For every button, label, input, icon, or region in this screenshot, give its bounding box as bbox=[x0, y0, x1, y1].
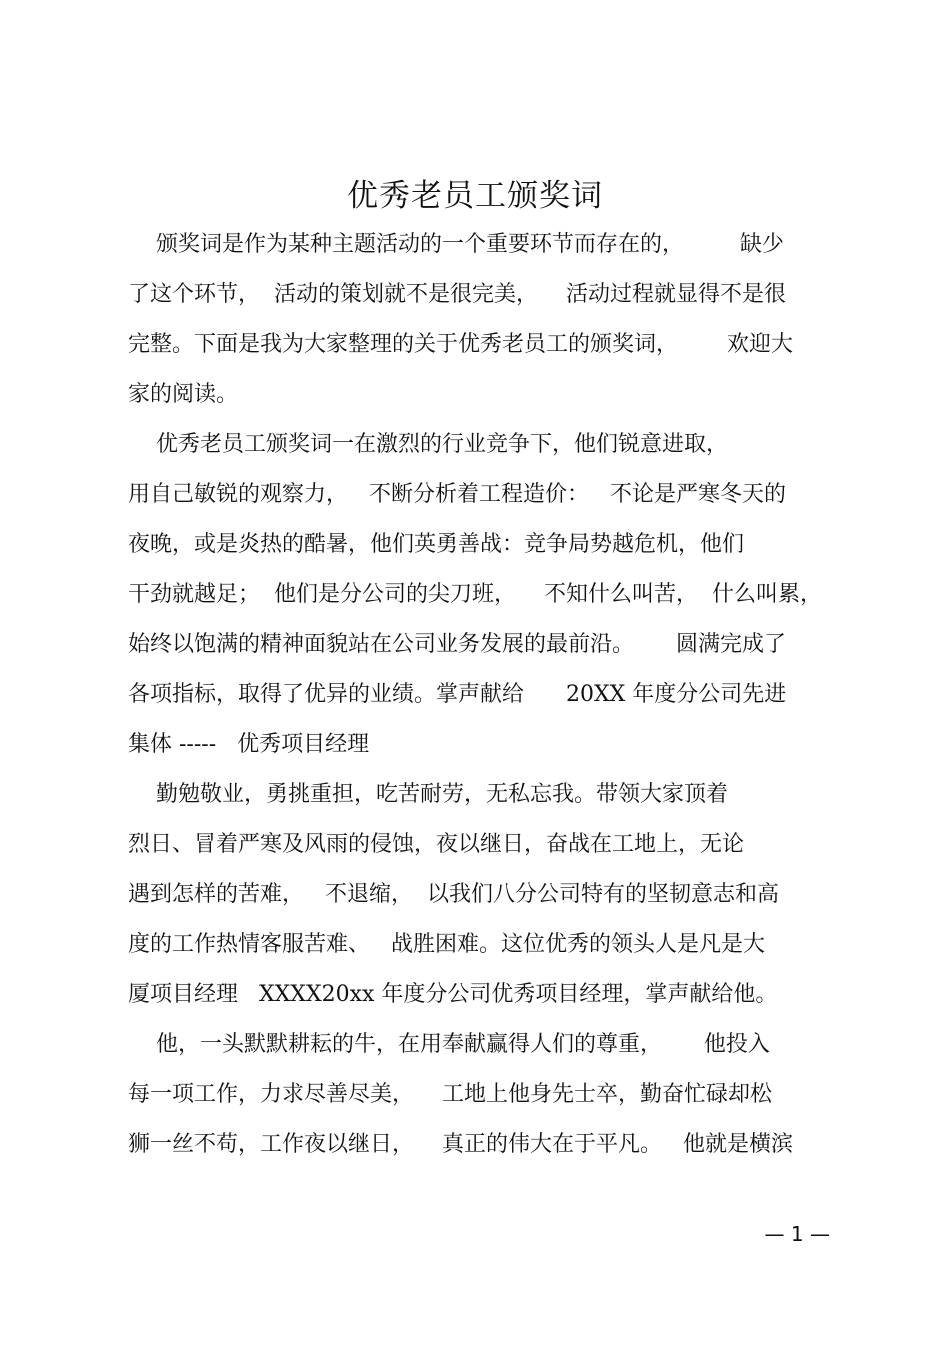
body-line: 他，一头默默耕耘的牛，在用奉献赢得人们的尊重， 他投入 bbox=[128, 1032, 770, 1057]
body-line: 烈日、冒着严寒及风雨的侵蚀，夜以继日，奋战在工地上，无论 bbox=[128, 832, 745, 857]
body-line: 厦项目经理 XXXX20xx 年度分公司优秀项目经理，掌声献给他。 bbox=[128, 982, 778, 1007]
body-line: 度的工作热情客服苦难、 战胜困难。这位优秀的领头人是凡是大 bbox=[128, 932, 765, 957]
body-line: 干劲就越足； 他们是分公司的尖刀班， 不知什么叫苦， 什么叫累， bbox=[128, 582, 822, 607]
body-line: 颁奖词是作为某种主题活动的一个重要环节而存在的， 缺少 bbox=[128, 232, 784, 257]
page-number: — 1 — bbox=[764, 1222, 830, 1246]
body-line: 各项指标，取得了优异的业绩。掌声献给 20XX 年度分公司先进 bbox=[128, 682, 787, 707]
body-line: 了这个环节， 活动的策划就不是很完美， 活动过程就显得不是很 bbox=[128, 282, 786, 307]
body-line: 用自己敏锐的观察力， 不断分析着工程造价： 不论是严寒冬天的 bbox=[128, 482, 786, 507]
body-line: 优秀老员工颁奖词一在激烈的行业竞争下，他们锐意进取， bbox=[128, 432, 728, 457]
body-line: 始终以饱满的精神面貌站在公司业务发展的最前沿。 圆满完成了 bbox=[128, 632, 786, 657]
body-line: 每一项工作，力求尽善尽美， 工地上他身先士卒，勤奋忙碌却松 bbox=[128, 1082, 772, 1107]
body-line: 集体 ----- 优秀项目经理 bbox=[128, 732, 370, 757]
body-line: 遇到怎样的苦难， 不退缩， 以我们八分公司特有的坚韧意志和高 bbox=[128, 882, 779, 907]
body-line: 夜晚，或是炎热的酷暑，他们英勇善战：竞争局势越危机，他们 bbox=[128, 532, 745, 557]
body-line: 完整。下面是我为大家整理的关于优秀老员工的颁奖词， 欢迎大 bbox=[128, 332, 793, 357]
document-title: 优秀老员工颁奖词 bbox=[347, 178, 603, 214]
body-line: 勤勉敬业，勇挑重担，吃苦耐劳，无私忘我。带领大家顶着 bbox=[128, 782, 728, 807]
body-line: 家的阅读。 bbox=[128, 382, 239, 407]
body-line: 狮一丝不苟，工作夜以继日， 真正的伟大在于平凡。 他就是横滨 bbox=[128, 1132, 793, 1157]
